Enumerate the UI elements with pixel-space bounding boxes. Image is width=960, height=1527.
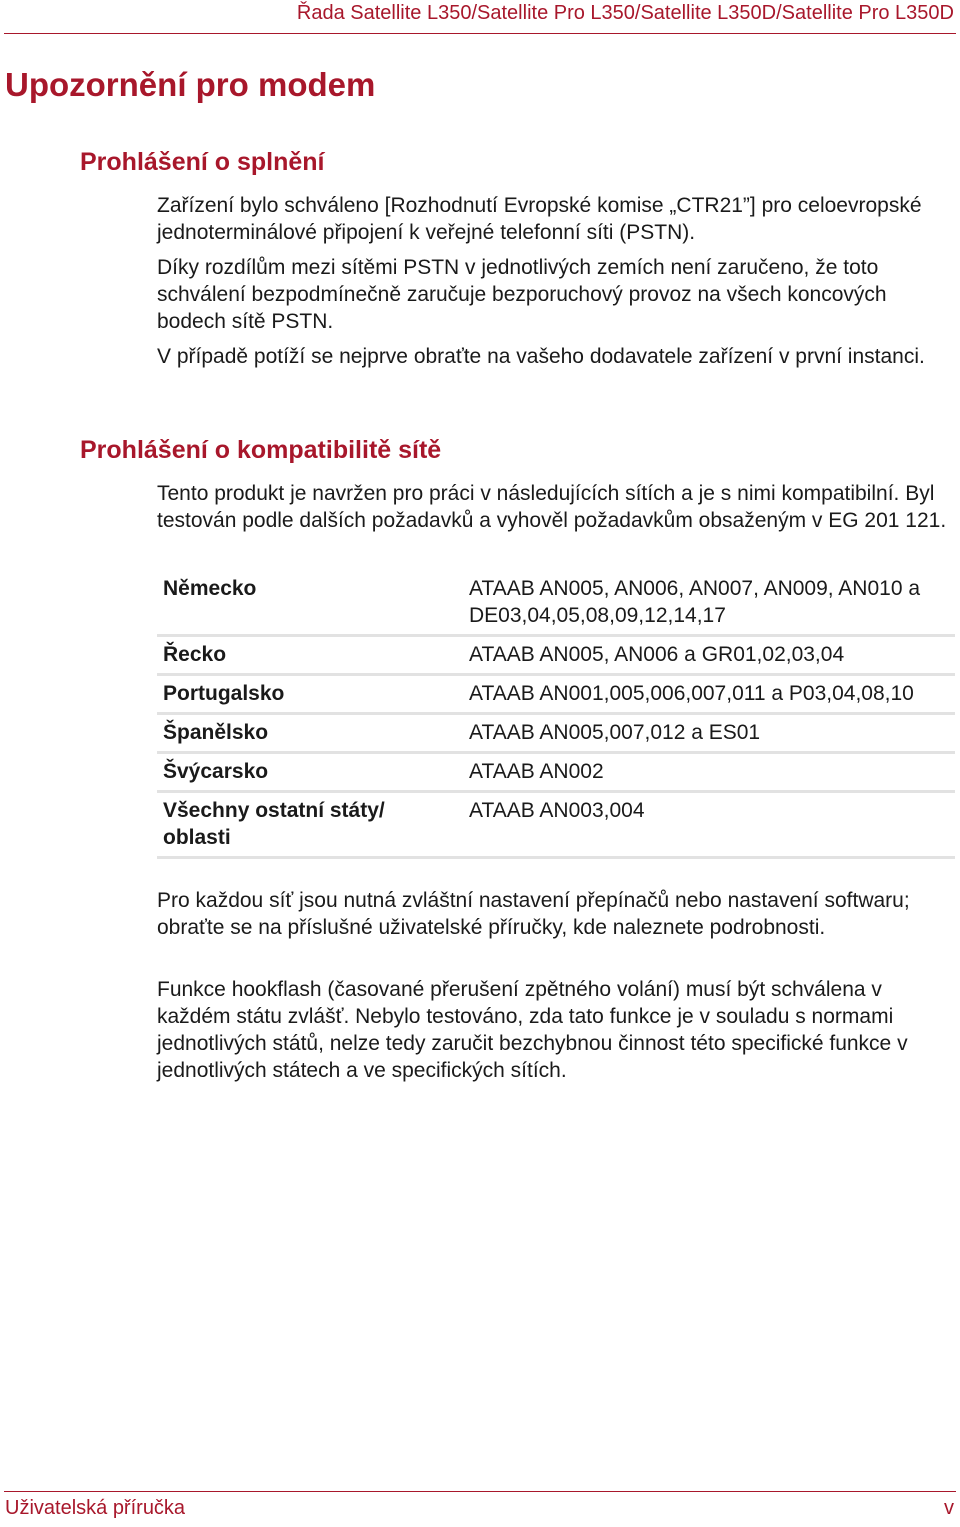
footer-manual-name: Uživatelská příručka xyxy=(5,1497,186,1519)
chapter-title: Upozornění pro modem xyxy=(5,66,376,103)
country-cell: Všechny ostatní státy/ oblasti xyxy=(157,792,463,858)
section-heading-network-compatibility: Prohlášení o kompatibilitě sítě xyxy=(80,436,442,464)
footer-rule xyxy=(4,1491,956,1492)
country-cell: Řecko xyxy=(157,636,463,675)
header-rule xyxy=(4,33,956,34)
table-row xyxy=(157,675,955,714)
paragraph-pstn-differences: Díky rozdílům mezi sítěmi PSTN v jednotlivých zemích není zaručeno, že toto schválení bezpodmínečně zaručuje bezporuchový provoz na všech koncových bodech sítě PSTN. xyxy=(157,256,887,333)
country-cell: Německo xyxy=(157,571,463,636)
section-heading-compliance: Prohlášení o splnění xyxy=(80,148,325,176)
table-row xyxy=(157,636,955,675)
standard-cell: ATAAB AN002 xyxy=(463,753,955,792)
footer-page-number: v xyxy=(944,1497,954,1519)
standard-cell: ATAAB AN005, AN006 a GR01,02,03,04 xyxy=(463,636,955,675)
paragraph-compatibility: Tento produkt je navržen pro práci v následujících sítích a je s nimi kompatibilní. Byl testován podle dalších požadavků a vyhověl požadavkům obsaženým v EG 201 121. xyxy=(157,482,947,532)
compatibility-table xyxy=(157,571,955,859)
table-row xyxy=(157,792,955,858)
paragraph-approval: Zařízení bylo schváleno [Rozhodnutí Evropské komise „CTR21”] pro celoevropské jednoterminálové připojení k veřejné telefonní síti (PSTN). xyxy=(157,194,922,244)
table-row xyxy=(157,753,955,792)
standard-cell: ATAAB AN005, AN006, AN007, AN009, AN010 a DE03,04,05,08,09,12,14,17 xyxy=(463,571,955,636)
paragraph-hookflash: Funkce hookflash (časované přerušení zpětného volání) musí být schválena v každém státu zvlášť. Nebylo testováno, zda tato funkce je v souladu s normami jednotlivých států, nelze tedy zaručit bezchybnou činnost této specifické funkce v jednotlivých státech a ve specifických sítích. xyxy=(157,978,908,1082)
country-cell: Švýcarsko xyxy=(157,753,463,792)
running-header: Řada Satellite L350/Satellite Pro L350/Satellite L350D/Satellite Pro L350D xyxy=(296,2,954,24)
country-cell: Portugalsko xyxy=(157,675,463,714)
standard-cell: ATAAB AN003,004 xyxy=(463,792,955,858)
standard-cell: ATAAB AN001,005,006,007,011 a P03,04,08,10 xyxy=(463,675,955,714)
paragraph-switch-settings: Pro každou síť jsou nutná zvláštní nastavení přepínačů nebo nastavení softwaru; obraťte se na příslušné uživatelské příručky, kde naleznete podrobnosti. xyxy=(157,889,910,939)
paragraph-contact-supplier: V případě potíží se nejprve obraťte na vašeho dodavatele zařízení v první instanci. xyxy=(157,345,925,368)
table-row xyxy=(157,571,955,636)
table-row xyxy=(157,714,955,753)
standard-cell: ATAAB AN005,007,012 a ES01 xyxy=(463,714,955,753)
country-cell: Španělsko xyxy=(157,714,463,753)
